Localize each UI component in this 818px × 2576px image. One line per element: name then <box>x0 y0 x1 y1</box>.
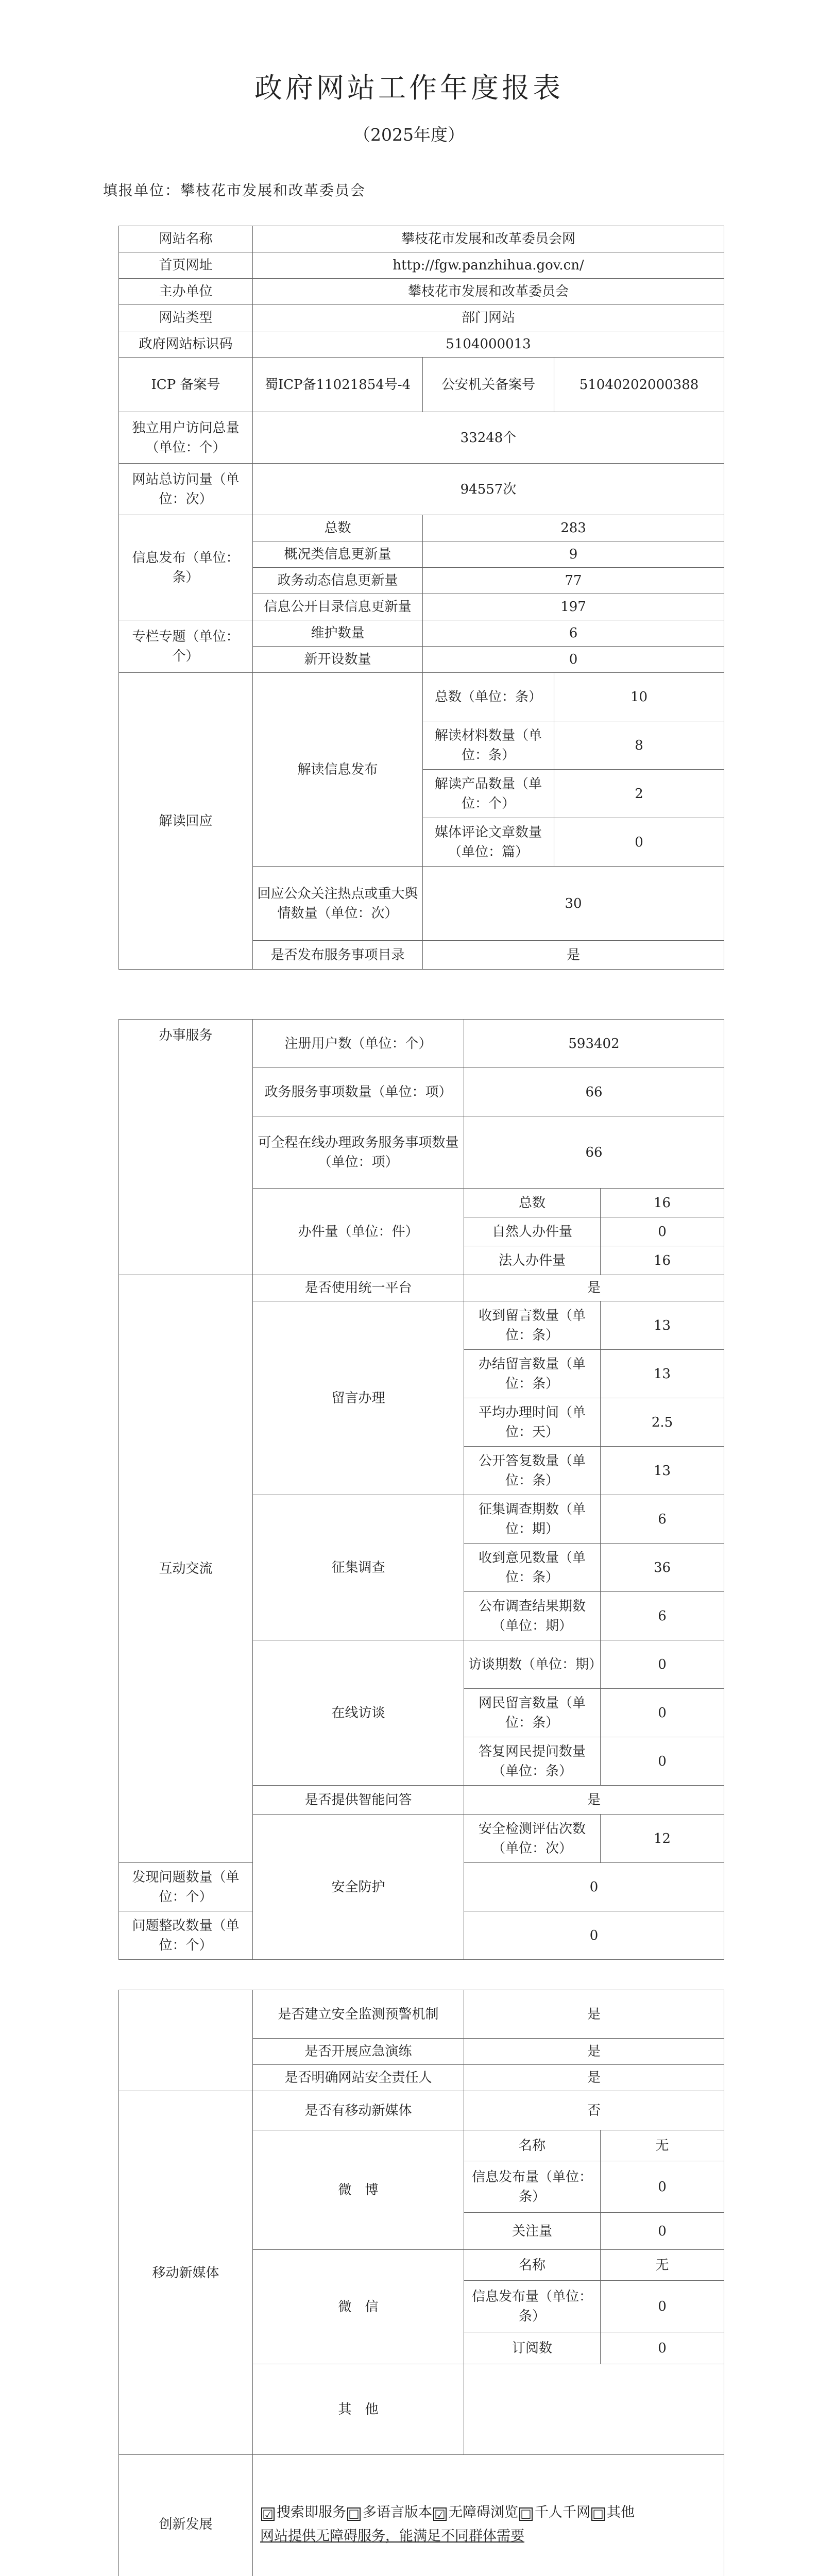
cell-value: 0 <box>601 1737 724 1786</box>
cell-value: 13 <box>601 1301 724 1350</box>
cell-value: 2 <box>554 770 724 818</box>
cell-value: 13 <box>601 1350 724 1398</box>
cell-label: 公安机关备案号 <box>423 358 554 412</box>
cell-value: 0 <box>601 1217 724 1246</box>
cell-label: 网民留言数量（单位：条） <box>464 1689 601 1737</box>
checkbox-accessibility[interactable]: ☑ <box>433 2507 447 2521</box>
cell-value: 8 <box>554 721 724 770</box>
cell-label: 安全检测评估次数（单位：次） <box>464 1815 601 1863</box>
cell-label: 信息发布量（单位：条） <box>464 2281 601 2332</box>
cell-label: 总数 <box>253 515 423 541</box>
cell-label: 微 博 <box>253 2130 464 2250</box>
cell-value: http://fgw.panzhihua.gov.cn/ <box>253 252 724 279</box>
cell-label: 办件量（单位：件） <box>253 1189 464 1275</box>
cell-label: 总数 <box>464 1189 601 1217</box>
media-table <box>118 1990 724 2576</box>
cell-value: 77 <box>423 568 724 594</box>
basic-info-table <box>118 226 724 970</box>
cell-label: 办结留言数量（单位：条） <box>464 1350 601 1398</box>
cell-value: 0 <box>423 647 724 673</box>
cell-value: 是 <box>423 941 724 970</box>
cell-value: 283 <box>423 515 724 541</box>
cell-label: 独立用户访问总量（单位：个） <box>119 412 253 464</box>
cell-label: 政府网站标识码 <box>119 331 253 358</box>
cell-label: 主办单位 <box>119 279 253 305</box>
cell-value: 10 <box>554 673 724 721</box>
cell-value: 197 <box>423 594 724 620</box>
checkbox-search-service[interactable]: ☑ <box>261 2507 275 2521</box>
cell-value: 33248个 <box>253 412 724 464</box>
cell-value: 6 <box>601 1592 724 1640</box>
cell-label: 关注量 <box>464 2213 601 2250</box>
cell-value: 是 <box>464 2039 724 2065</box>
checkbox-multilingual[interactable]: ☐ <box>347 2507 361 2521</box>
option-label: 千人千网 <box>535 2504 590 2520</box>
cell-value: 6 <box>423 620 724 647</box>
cell-label: 政务动态信息更新量 <box>253 568 423 594</box>
cell-label: 法人办件量 <box>464 1246 601 1275</box>
cell-value: 12 <box>601 1815 724 1863</box>
cell-label: 新开设数量 <box>253 647 423 673</box>
cell-value: 是 <box>464 1786 724 1815</box>
cell-label: 维护数量 <box>253 620 423 647</box>
cell-label: 留言办理 <box>253 1301 464 1495</box>
cell-value: 66 <box>464 1068 724 1116</box>
cell-value: 0 <box>601 1640 724 1689</box>
cell-value: 16 <box>601 1246 724 1275</box>
cell-value: 30 <box>423 867 724 941</box>
cell-value: 94557次 <box>253 464 724 515</box>
option-label: 无障碍浏览 <box>449 2504 518 2520</box>
cell-label: 信息公开目录信息更新量 <box>253 594 423 620</box>
option-label: 其他 <box>607 2504 635 2520</box>
innovation-description: 网站提供无障碍服务，能满足不同群体需要 <box>260 2528 524 2544</box>
cell-value <box>464 2364 724 2455</box>
cell-label: ICP 备案号 <box>119 358 253 412</box>
section-label <box>119 1990 253 2091</box>
cell-label: 解读信息发布 <box>253 673 423 867</box>
option-label: 搜索即服务 <box>277 2504 346 2520</box>
cell-label: 平均办理时间（单位：天） <box>464 1398 601 1447</box>
cell-label: 微 信 <box>253 2250 464 2364</box>
innovation-options <box>253 2455 724 2576</box>
cell-value: 0 <box>554 818 724 867</box>
cell-value: 6 <box>601 1495 724 1544</box>
cell-label: 网站类型 <box>119 305 253 331</box>
cell-label: 是否有移动新媒体 <box>253 2091 464 2130</box>
cell-label: 在线访谈 <box>253 1640 464 1786</box>
cell-label: 首页网址 <box>119 252 253 279</box>
reporting-unit-label: 填报单位： <box>103 182 181 199</box>
cell-label: 媒体评论文章数量（单位：篇） <box>423 818 554 867</box>
option-label: 多语言版本 <box>363 2504 432 2520</box>
cell-value: 部门网站 <box>253 305 724 331</box>
cell-label: 公布调查结果期数（单位：期） <box>464 1592 601 1640</box>
section-label: 互动交流 <box>119 1275 253 1863</box>
cell-label: 是否建立安全监测预警机制 <box>253 1990 464 2039</box>
cell-value: 593402 <box>464 1020 724 1068</box>
cell-label: 回应公众关注热点或重大舆情数量（单位：次） <box>253 867 423 941</box>
cell-label: 是否提供智能问答 <box>253 1786 464 1815</box>
cell-label: 解读产品数量（单位：个） <box>423 770 554 818</box>
cell-value: 0 <box>601 2213 724 2250</box>
cell-value: 是 <box>464 1275 724 1301</box>
cell-label: 订阅数 <box>464 2332 601 2364</box>
cell-label: 信息发布量（单位：条） <box>464 2161 601 2213</box>
cell-value: 0 <box>464 1911 724 1960</box>
cell-label: 收到留言数量（单位：条） <box>464 1301 601 1350</box>
reporting-unit <box>103 179 366 200</box>
cell-label: 是否发布服务事项目录 <box>253 941 423 970</box>
cell-value: 0 <box>601 1689 724 1737</box>
cell-value: 66 <box>464 1116 724 1189</box>
cell-label: 问题整改数量（单位：个） <box>119 1911 253 1960</box>
cell-label: 概况类信息更新量 <box>253 541 423 568</box>
cell-value: 攀枝花市发展和改革委员会网 <box>253 226 724 252</box>
checkbox-personalized[interactable]: ☐ <box>519 2507 533 2521</box>
section-label: 移动新媒体 <box>119 2091 253 2455</box>
cell-label: 是否开展应急演练 <box>253 2039 464 2065</box>
cell-value: 攀枝花市发展和改革委员会 <box>253 279 724 305</box>
cell-label: 是否使用统一平台 <box>253 1275 464 1301</box>
cell-label: 是否明确网站安全责任人 <box>253 2065 464 2091</box>
section-label: 安全防护 <box>253 1815 464 1960</box>
cell-label: 总数（单位：条） <box>423 673 554 721</box>
cell-value: 9 <box>423 541 724 568</box>
section-label: 创新发展 <box>119 2455 253 2576</box>
cell-label: 注册用户数（单位：个） <box>253 1020 464 1068</box>
cell-label: 政务服务事项数量（单位：项） <box>253 1068 464 1116</box>
cell-value: 0 <box>601 2281 724 2332</box>
cell-label: 网站总访问量（单位：次） <box>119 464 253 515</box>
cell-value: 13 <box>601 1447 724 1495</box>
service-table <box>118 1019 724 1960</box>
cell-label: 可全程在线办理政务服务事项数量（单位：项） <box>253 1116 464 1189</box>
cell-value: 0 <box>601 2161 724 2213</box>
checkbox-other[interactable]: ☐ <box>591 2507 605 2521</box>
cell-label: 公开答复数量（单位：条） <box>464 1447 601 1495</box>
cell-value: 是 <box>464 2065 724 2091</box>
cell-value: 蜀ICP备11021854号-4 <box>253 358 423 412</box>
cell-label: 名称 <box>464 2250 601 2281</box>
cell-value: 16 <box>601 1189 724 1217</box>
cell-label: 访谈期数（单位：期） <box>464 1640 601 1689</box>
cell-value: 是 <box>464 1990 724 2039</box>
page-title: 政府网站工作年度报表 <box>254 72 564 104</box>
cell-value: 0 <box>464 1863 724 1911</box>
cell-label: 自然人办件量 <box>464 1217 601 1246</box>
section-label: 信息发布（单位：条） <box>119 515 253 620</box>
cell-label: 发现问题数量（单位：个） <box>119 1863 253 1911</box>
cell-label: 其 他 <box>253 2364 464 2455</box>
report-year: （2025年度） <box>353 125 465 145</box>
cell-value: 0 <box>601 2332 724 2364</box>
cell-value: 36 <box>601 1544 724 1592</box>
cell-label: 网站名称 <box>119 226 253 252</box>
section-label: 专栏专题（单位：个） <box>119 620 253 673</box>
cell-value: 2.5 <box>601 1398 724 1447</box>
section-label: 办事服务 <box>119 1020 253 1275</box>
cell-value: 5104000013 <box>253 331 724 358</box>
cell-label: 征集调查 <box>253 1495 464 1640</box>
cell-label: 名称 <box>464 2130 601 2161</box>
cell-label: 收到意见数量（单位：条） <box>464 1544 601 1592</box>
cell-label: 征集调查期数（单位：期） <box>464 1495 601 1544</box>
cell-value: 无 <box>601 2130 724 2161</box>
reporting-unit-value: 攀枝花市发展和改革委员会 <box>180 182 366 199</box>
section-label: 解读回应 <box>119 673 253 970</box>
cell-value: 51040202000388 <box>554 358 724 412</box>
cell-value: 无 <box>601 2250 724 2281</box>
cell-label: 答复网民提问数量（单位：条） <box>464 1737 601 1786</box>
cell-value: 否 <box>464 2091 724 2130</box>
cell-label: 解读材料数量（单位：条） <box>423 721 554 770</box>
